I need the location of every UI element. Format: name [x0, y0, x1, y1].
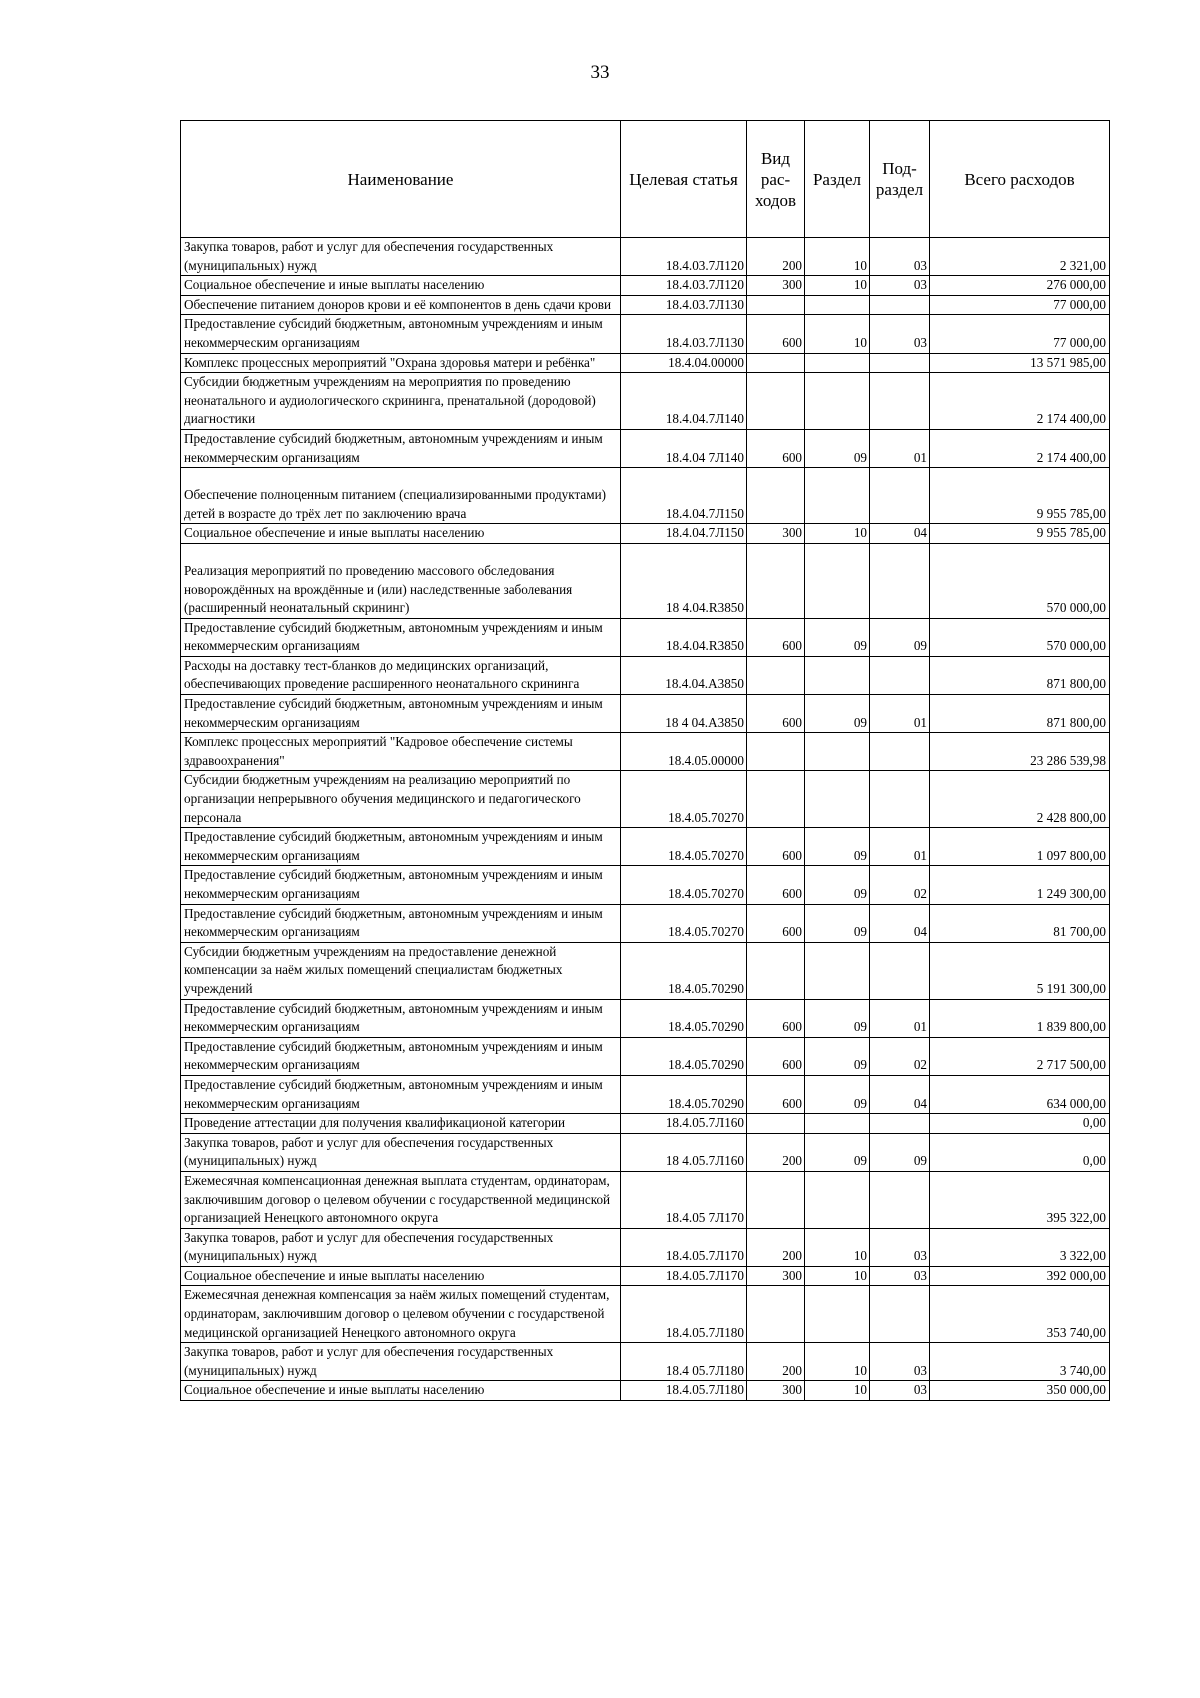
table-row — [181, 1075, 1110, 1113]
cell-subsection: 01 — [870, 999, 930, 1037]
cell-name: Комплекс процессных мероприятий "Кадровое обеспечение системы здравоохранения" — [181, 733, 621, 771]
cell-kind: 600 — [747, 1037, 805, 1075]
table-row — [181, 295, 1110, 315]
cell-target: 18.4.05.7Л170 — [621, 1266, 747, 1286]
cell-kind: 600 — [747, 429, 805, 467]
table-row — [181, 618, 1110, 656]
cell-section: 09 — [805, 828, 870, 866]
cell-target: 18.4.04.00000 — [621, 353, 747, 373]
table-row — [181, 904, 1110, 942]
table-row — [181, 1133, 1110, 1171]
cell-name: Реализация мероприятий по проведению массового обследования новорождённых на врождённые и (или) наследственные заболевания (расширенный неонатальный скрининг) — [181, 543, 621, 618]
cell-section: 09 — [805, 1037, 870, 1075]
cell-name: Предоставление субсидий бюджетным, автономным учреждениям и иным некоммерческим организациям — [181, 315, 621, 353]
cell-name: Предоставление субсидий бюджетным, автономным учреждениям и иным некоммерческим организациям — [181, 1075, 621, 1113]
cell-subsection: 01 — [870, 429, 930, 467]
table-row — [181, 1228, 1110, 1266]
cell-target: 18.4.03.7Л130 — [621, 295, 747, 315]
cell-kind: 300 — [747, 1381, 805, 1401]
cell-target: 18.4.05.70270 — [621, 866, 747, 904]
cell-total: 77 000,00 — [930, 295, 1110, 315]
table-row — [181, 238, 1110, 276]
cell-kind: 600 — [747, 618, 805, 656]
cell-target: 18.4.03.7Л120 — [621, 238, 747, 276]
cell-total: 353 740,00 — [930, 1286, 1110, 1343]
cell-target: 18.4.03.7Л120 — [621, 276, 747, 296]
cell-section: 09 — [805, 1075, 870, 1113]
cell-section — [805, 942, 870, 999]
table-row — [181, 1171, 1110, 1228]
cell-total: 3 322,00 — [930, 1228, 1110, 1266]
cell-total: 871 800,00 — [930, 656, 1110, 694]
cell-name: Социальное обеспечение и иные выплаты населению — [181, 276, 621, 296]
cell-section: 09 — [805, 1133, 870, 1171]
cell-name: Закупка товаров, работ и услуг для обеспечения государственных (муниципальных) нужд — [181, 1343, 621, 1381]
cell-total: 2 428 800,00 — [930, 771, 1110, 828]
cell-target: 18.4.04.А3850 — [621, 656, 747, 694]
cell-total: 276 000,00 — [930, 276, 1110, 296]
cell-section — [805, 353, 870, 373]
cell-kind — [747, 771, 805, 828]
cell-section: 09 — [805, 695, 870, 733]
table-row — [181, 656, 1110, 694]
table-row — [181, 1114, 1110, 1134]
cell-target: 18.4.05.7Л180 — [621, 1286, 747, 1343]
cell-subsection: 01 — [870, 695, 930, 733]
cell-name: Обеспечение питанием доноров крови и её компонентов в день сдачи крови — [181, 295, 621, 315]
table-row — [181, 1266, 1110, 1286]
cell-kind — [747, 1114, 805, 1134]
cell-name: Комплекс процессных мероприятий "Охрана здоровья матери и ребёнка" — [181, 353, 621, 373]
cell-subsection — [870, 373, 930, 430]
cell-subsection — [870, 942, 930, 999]
cell-section — [805, 468, 870, 524]
cell-subsection — [870, 468, 930, 524]
table-row — [181, 695, 1110, 733]
cell-subsection — [870, 1171, 930, 1228]
cell-total: 2 321,00 — [930, 238, 1110, 276]
table-row — [181, 1286, 1110, 1343]
cell-section: 09 — [805, 999, 870, 1037]
cell-name: Предоставление субсидий бюджетным, автономным учреждениям и иным некоммерческим организациям — [181, 904, 621, 942]
table-row — [181, 429, 1110, 467]
cell-subsection: 02 — [870, 866, 930, 904]
cell-subsection — [870, 656, 930, 694]
cell-subsection: 03 — [870, 276, 930, 296]
cell-kind — [747, 295, 805, 315]
cell-section: 10 — [805, 1266, 870, 1286]
cell-total: 2 717 500,00 — [930, 1037, 1110, 1075]
cell-subsection: 04 — [870, 1075, 930, 1113]
cell-name: Социальное обеспечение и иные выплаты населению — [181, 1381, 621, 1401]
cell-total: 0,00 — [930, 1133, 1110, 1171]
cell-kind: 600 — [747, 315, 805, 353]
cell-name: Субсидии бюджетным учреждениям на реализацию мероприятий по организации непрерывного обучения медицинского и педагогического персонала — [181, 771, 621, 828]
cell-kind: 600 — [747, 999, 805, 1037]
cell-kind: 200 — [747, 1228, 805, 1266]
cell-section — [805, 543, 870, 618]
cell-section: 10 — [805, 1228, 870, 1266]
cell-name: Предоставление субсидий бюджетным, автономным учреждениям и иным некоммерческим организациям — [181, 1037, 621, 1075]
table-row — [181, 1037, 1110, 1075]
cell-total: 871 800,00 — [930, 695, 1110, 733]
cell-kind — [747, 733, 805, 771]
table-row — [181, 353, 1110, 373]
cell-total: 0,00 — [930, 1114, 1110, 1134]
cell-target: 18.4.05.7Л170 — [621, 1228, 747, 1266]
cell-section — [805, 733, 870, 771]
table-row — [181, 1381, 1110, 1401]
cell-kind: 200 — [747, 238, 805, 276]
table-row — [181, 468, 1110, 524]
cell-total: 392 000,00 — [930, 1266, 1110, 1286]
table-row — [181, 999, 1110, 1037]
cell-name: Субсидии бюджетным учреждениям на предоставление денежной компенсации за наём жилых помещений специалистам бюджетных учреждений — [181, 942, 621, 999]
table-row — [181, 828, 1110, 866]
cell-total: 1 249 300,00 — [930, 866, 1110, 904]
cell-kind — [747, 543, 805, 618]
cell-total: 2 174 400,00 — [930, 429, 1110, 467]
cell-target: 18.4.04.7Л150 — [621, 524, 747, 544]
budget-table — [180, 120, 1110, 1401]
cell-kind — [747, 1171, 805, 1228]
cell-name: Предоставление субсидий бюджетным, автономным учреждениям и иным некоммерческим организациям — [181, 828, 621, 866]
cell-section: 09 — [805, 866, 870, 904]
cell-subsection: 03 — [870, 315, 930, 353]
cell-target: 18.4.05.70270 — [621, 904, 747, 942]
table-header-row — [181, 121, 1110, 238]
cell-section: 10 — [805, 238, 870, 276]
cell-name: Закупка товаров, работ и услуг для обеспечения государственных (муниципальных) нужд — [181, 1228, 621, 1266]
cell-name: Предоставление субсидий бюджетным, автономным учреждениям и иным некоммерческим организациям — [181, 999, 621, 1037]
cell-target: 18.4 05.7Л180 — [621, 1343, 747, 1381]
cell-target: 18.4.03.7Л130 — [621, 315, 747, 353]
cell-total: 5 191 300,00 — [930, 942, 1110, 999]
cell-target: 18.4.05.70270 — [621, 771, 747, 828]
cell-target: 18.4.05.70290 — [621, 1037, 747, 1075]
cell-total: 570 000,00 — [930, 618, 1110, 656]
cell-section — [805, 771, 870, 828]
cell-target: 18.4.04.7Л150 — [621, 468, 747, 524]
cell-target: 18 4.05.7Л160 — [621, 1133, 747, 1171]
cell-target: 18.4.05.7Л180 — [621, 1381, 747, 1401]
cell-name: Обеспечение полноценным питанием (специализированными продуктами) детей в возрасте до трёх лет по заключению врача — [181, 468, 621, 524]
cell-target: 18 4 04.А3850 — [621, 695, 747, 733]
cell-subsection: 03 — [870, 238, 930, 276]
cell-name: Социальное обеспечение и иные выплаты населению — [181, 1266, 621, 1286]
cell-subsection: 02 — [870, 1037, 930, 1075]
cell-name: Закупка товаров, работ и услуг для обеспечения государственных (муниципальных) нужд — [181, 238, 621, 276]
table-row — [181, 771, 1110, 828]
cell-section — [805, 656, 870, 694]
cell-kind: 200 — [747, 1133, 805, 1171]
header-target: Целевая статья — [621, 121, 747, 238]
cell-target: 18 4.04.R3850 — [621, 543, 747, 618]
cell-section — [805, 1114, 870, 1134]
cell-total: 2 174 400,00 — [930, 373, 1110, 430]
cell-total: 13 571 985,00 — [930, 353, 1110, 373]
header-kind: Вид рас- ходов — [747, 121, 805, 238]
cell-subsection: 03 — [870, 1228, 930, 1266]
cell-subsection: 04 — [870, 904, 930, 942]
cell-subsection — [870, 771, 930, 828]
cell-target: 18.4.05.70290 — [621, 942, 747, 999]
cell-kind: 300 — [747, 276, 805, 296]
cell-subsection — [870, 295, 930, 315]
table-row — [181, 1343, 1110, 1381]
cell-name: Проведение аттестации для получения квалификационой категории — [181, 1114, 621, 1134]
cell-name: Предоставление субсидий бюджетным, автономным учреждениям и иным некоммерческим организациям — [181, 618, 621, 656]
cell-total: 1 097 800,00 — [930, 828, 1110, 866]
page-number: 33 — [590, 62, 610, 83]
cell-kind: 600 — [747, 1075, 805, 1113]
cell-section: 10 — [805, 524, 870, 544]
cell-total: 1 839 800,00 — [930, 999, 1110, 1037]
cell-subsection: 03 — [870, 1266, 930, 1286]
cell-subsection: 09 — [870, 1133, 930, 1171]
cell-kind — [747, 468, 805, 524]
cell-target: 18.4.04.R3850 — [621, 618, 747, 656]
cell-name: Социальное обеспечение и иные выплаты населению — [181, 524, 621, 544]
cell-subsection: 01 — [870, 828, 930, 866]
cell-total: 9 955 785,00 — [930, 524, 1110, 544]
cell-total: 81 700,00 — [930, 904, 1110, 942]
cell-kind: 600 — [747, 695, 805, 733]
cell-name: Субсидии бюджетным учреждениям на мероприятия по проведению неонатального и аудиологического скрининга, пренатальной (дородовой) диагностики — [181, 373, 621, 430]
cell-subsection — [870, 1286, 930, 1343]
table-row — [181, 524, 1110, 544]
cell-section — [805, 295, 870, 315]
header-subsection: Под- раздел — [870, 121, 930, 238]
cell-name: Ежемесячная компенсационная денежная выплата студентам, ординаторам, заключившим договор о целевом обучении с государственной медицинской организацией Ненецкого автономного округа — [181, 1171, 621, 1228]
cell-target: 18.4.05 7Л170 — [621, 1171, 747, 1228]
cell-kind — [747, 942, 805, 999]
cell-target: 18.4.05.70270 — [621, 828, 747, 866]
cell-section: 09 — [805, 618, 870, 656]
cell-subsection — [870, 733, 930, 771]
cell-kind: 600 — [747, 866, 805, 904]
cell-section: 10 — [805, 315, 870, 353]
cell-target: 18.4.05.00000 — [621, 733, 747, 771]
cell-section — [805, 1286, 870, 1343]
cell-name: Предоставление субсидий бюджетным, автономным учреждениям и иным некоммерческим организациям — [181, 429, 621, 467]
cell-section: 10 — [805, 1343, 870, 1381]
cell-kind: 300 — [747, 1266, 805, 1286]
cell-total: 77 000,00 — [930, 315, 1110, 353]
cell-kind: 300 — [747, 524, 805, 544]
cell-total: 395 322,00 — [930, 1171, 1110, 1228]
table-row — [181, 733, 1110, 771]
cell-section — [805, 373, 870, 430]
header-name: Наименование — [181, 121, 621, 238]
table-row — [181, 942, 1110, 999]
cell-subsection: 03 — [870, 1381, 930, 1401]
cell-target: 18.4.04 7Л140 — [621, 429, 747, 467]
cell-name: Ежемесячная денежная компенсация за наём жилых помещений студентам, ординаторам, заключившим договор о целевом обучении с государственой медицинской организацией Ненецкого автономного округа — [181, 1286, 621, 1343]
cell-target: 18.4.05.7Л160 — [621, 1114, 747, 1134]
cell-kind — [747, 373, 805, 430]
cell-name: Закупка товаров, работ и услуг для обеспечения государственных (муниципальных) нужд — [181, 1133, 621, 1171]
cell-total: 3 740,00 — [930, 1343, 1110, 1381]
cell-section: 09 — [805, 904, 870, 942]
table-row — [181, 866, 1110, 904]
cell-kind — [747, 1286, 805, 1343]
cell-total: 9 955 785,00 — [930, 468, 1110, 524]
header-section: Раздел — [805, 121, 870, 238]
cell-total: 570 000,00 — [930, 543, 1110, 618]
cell-total: 350 000,00 — [930, 1381, 1110, 1401]
cell-section: 10 — [805, 276, 870, 296]
cell-total: 23 286 539,98 — [930, 733, 1110, 771]
cell-subsection: 04 — [870, 524, 930, 544]
cell-name: Предоставление субсидий бюджетным, автономным учреждениям и иным некоммерческим организациям — [181, 695, 621, 733]
cell-kind: 600 — [747, 828, 805, 866]
cell-section: 10 — [805, 1381, 870, 1401]
cell-subsection — [870, 543, 930, 618]
cell-kind: 600 — [747, 904, 805, 942]
cell-subsection — [870, 353, 930, 373]
table-row — [181, 276, 1110, 296]
cell-kind: 200 — [747, 1343, 805, 1381]
cell-target: 18.4.04.7Л140 — [621, 373, 747, 430]
cell-subsection — [870, 1114, 930, 1134]
cell-kind — [747, 353, 805, 373]
cell-subsection: 09 — [870, 618, 930, 656]
table-row — [181, 373, 1110, 430]
cell-total: 634 000,00 — [930, 1075, 1110, 1113]
cell-section: 09 — [805, 429, 870, 467]
cell-section — [805, 1171, 870, 1228]
cell-name: Расходы на доставку тест-бланков до медицинских организаций, обеспечивающих проведение расширенного неонатального скрининга — [181, 656, 621, 694]
cell-target: 18.4.05.70290 — [621, 999, 747, 1037]
cell-name: Предоставление субсидий бюджетным, автономным учреждениям и иным некоммерческим организациям — [181, 866, 621, 904]
cell-kind — [747, 656, 805, 694]
table-row — [181, 315, 1110, 353]
cell-target: 18.4.05.70290 — [621, 1075, 747, 1113]
cell-subsection: 03 — [870, 1343, 930, 1381]
table-row — [181, 543, 1110, 618]
header-total: Всего расходов — [930, 121, 1110, 238]
table-body — [181, 238, 1110, 1401]
